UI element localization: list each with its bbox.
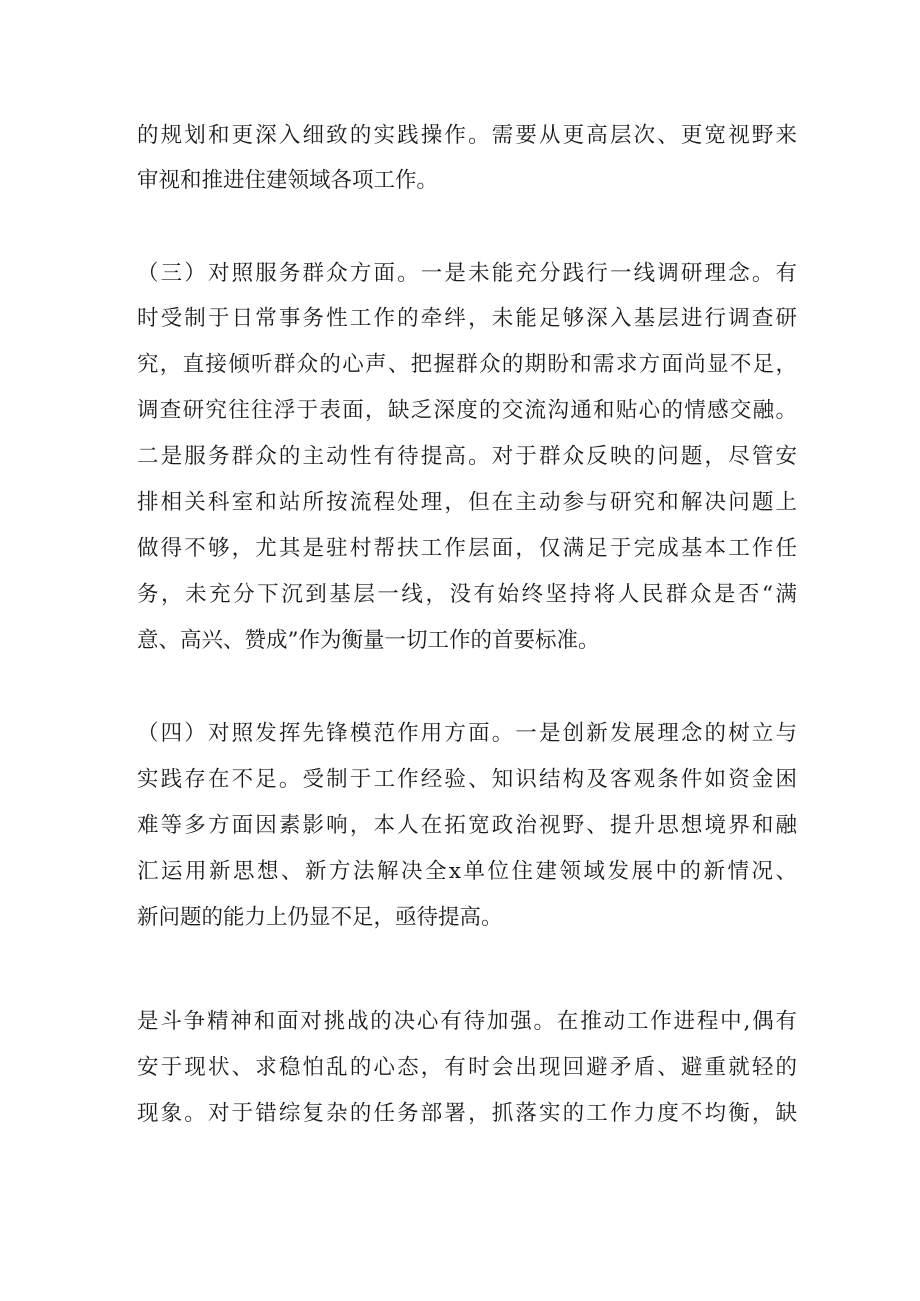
text-line: 调查研究往往浮于表面，缺乏深度的交流沟通和贴心的情感交融。	[137, 398, 797, 423]
text-line: （四）对照发挥先锋模范作用方面。一是创新发展理念的树立与	[137, 721, 797, 746]
text-line: 新问题的能力上仍显不足，亟待提高。	[137, 905, 503, 930]
text-line: 安于现状、求稳怕乱的心态，有时会出现回避矛盾、避重就轻的	[137, 1055, 797, 1080]
text-line: 是斗争精神和面对挑战的决心有待加强。在推动工作进程中,偶有	[137, 1009, 797, 1034]
text-line: 务，未充分下沉到基层一线，没有始终坚持将人民群众是否“满	[137, 582, 797, 607]
text-line: 意、高兴、赞成”作为衡量一切工作的首要标准。	[137, 628, 600, 653]
text-line: 审视和推进住建领域各项工作。	[137, 168, 439, 193]
text-line: 做得不够，尤其是驻村帮扶工作层面，仅满足于完成基本工作任	[137, 536, 797, 561]
text-line: 现象。对于错综复杂的任务部署，抓落实的工作力度不均衡，缺	[137, 1101, 797, 1126]
text-line: 时受制于日常事务性工作的牵绊，未能足够深入基层进行调查研	[137, 306, 797, 331]
text-line: 排相关科室和站所按流程处理，但在主动参与研究和解决问题上	[137, 490, 797, 515]
text-line: （三）对照服务群众方面。一是未能充分践行一线调研理念。有	[137, 261, 797, 286]
text-line: 实践存在不足。受制于工作经验、知识结构及客观条件如资金困	[137, 767, 797, 792]
text-line: 究，直接倾听群众的心声、把握群众的期盼和需求方面尚显不足，	[137, 352, 797, 377]
text-line: 二是服务群众的主动性有待提高。对于群众反映的问题，尽管安	[137, 444, 797, 469]
text-line: 的规划和更深入细致的实践操作。需要从更高层次、更宽视野来	[137, 123, 797, 148]
text-line: 难等多方面因素影响，本人在拓宽政治视野、提升思想境界和融	[137, 813, 797, 838]
text-line: 汇运用新思想、新方法解决全x单位住建领域发展中的新情况、	[137, 859, 797, 884]
